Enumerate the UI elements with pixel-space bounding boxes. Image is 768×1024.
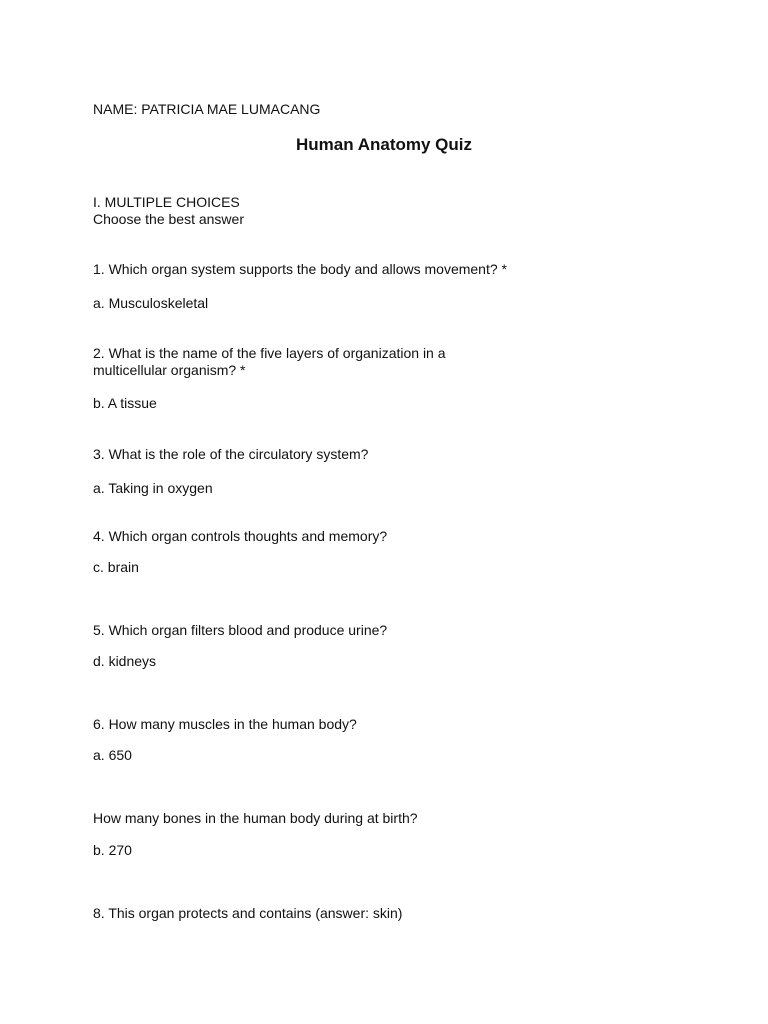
question-text: 8. This organ protects and contains (answer: skin) — [93, 905, 403, 921]
question-text: 1. Which organ system supports the body and allows movement? * — [93, 261, 507, 277]
question-text-continued: multicellular organism? * — [93, 362, 246, 378]
question-answer: b. A tissue — [93, 395, 157, 411]
question-text: 2. What is the name of the five layers of organization in a — [93, 345, 446, 361]
question-text: How many bones in the human body during at birth? — [93, 810, 418, 826]
question-text: 5. Which organ filters blood and produce urine? — [93, 622, 388, 638]
question-text: 4. Which organ controls thoughts and memory? — [93, 528, 388, 544]
question-answer: c. brain — [93, 559, 139, 575]
question-answer: b. 270 — [93, 842, 132, 858]
page-title: Human Anatomy Quiz — [296, 135, 472, 154]
question-answer: a. 650 — [93, 747, 132, 763]
student-name: NAME: PATRICIA MAE LUMACANG — [93, 101, 321, 117]
question-answer: d. kidneys — [93, 653, 157, 669]
question-text: 6. How many muscles in the human body? — [93, 716, 357, 732]
question-text: 3. What is the role of the circulatory system? — [93, 446, 369, 462]
question-answer: a. Taking in oxygen — [93, 480, 213, 496]
section-instruction: Choose the best answer — [93, 211, 244, 227]
question-answer: a. Musculoskeletal — [93, 295, 209, 311]
section-heading: I. MULTIPLE CHOICES — [93, 194, 240, 210]
